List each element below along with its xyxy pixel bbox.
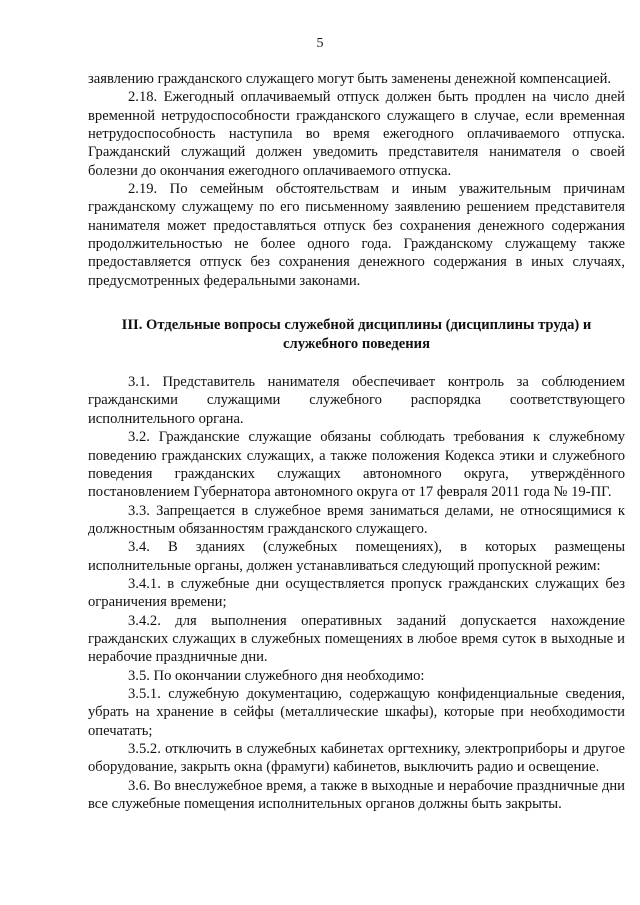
paragraph-3-6: 3.6. Во внеслужебное время, а также в выходные и нерабочие праздничные дни все служебные помещения исполнительных органов должны быть закрыты. (88, 777, 625, 813)
paragraph-2-19: 2.19. По семейным обстоятельствам и иным уважительным причинам гражданскому служащему по его письменному заявлению решением представителя нанимателя может предоставляться отпуск без сохранения денежного содержания продолжительностью не более одного года. Гражданскому служащему также предоставляется отпуск без сохранения денежного содержания в иных случаях, предусмотренных федеральными законами. (88, 181, 625, 289)
paragraph-3-5: 3.5. По окончании служебного дня необходимо: (128, 667, 425, 684)
paragraph-3-5-2: 3.5.2. отключить в служебных кабинетах оргтехнику, электроприборы и другое оборудование, закрыть окна (фрамуги) кабинетов, выключить радио и освещение. (88, 741, 625, 776)
paragraph-3-4-2: 3.4.2. для выполнения оперативных заданий допускается нахождение гражданских служащих в служебных помещениях в любое время суток в выходные и нерабочие праздничные дни. (88, 612, 625, 666)
section-heading: III. Отдельные вопросы служебной дисциплины (дисциплины труда) и служебного поведения (121, 317, 592, 352)
paragraph-3-4-1: 3.4.1. в служебные дни осуществляется пропуск гражданских служащих без ограничения времени; (88, 575, 625, 611)
paragraph-3-5-1: 3.5.1. служебную документацию, содержащую конфиденциальные сведения, убрать на хранение в сейфы (металлические шкафы), которые при необходимости опечатать; (88, 685, 625, 739)
document-body (88, 70, 625, 813)
paragraph-3-3: 3.3. Запрещается в служебное время заниматься делами, не относящимися к должностным обязанностям гражданского служащего. (88, 502, 625, 537)
page-number: 5 (316, 36, 324, 51)
paragraph-3-2: 3.2. Гражданские служащие обязаны соблюдать требования к служебному поведению гражданских служащих, а также положения Кодекса этики и служебного поведения гражданских служащих автономного округа, утверждённого постановлением Губернатора автономного округа от 17 февраля 2011 года № 19-ПГ. (88, 429, 625, 501)
paragraph-3-1: 3.1. Представитель нанимателя обеспечивает контроль за соблюдением гражданскими служащими служебного распорядка соответствующего исполнительного органа. (88, 374, 625, 427)
paragraph-2-18: 2.18. Ежегодный оплачиваемый отпуск должен быть продлен на число дней временной нетрудоспособности гражданского служащего в случае, если временная нетрудоспособность наступила во время ежегодного оплачиваемого отпуска. Гражданский служащий должен уведомить представителя нанимателя о своей болезни до окончания ежегодного оплачиваемого отпуска. (88, 89, 625, 179)
paragraph-continuation: заявлению гражданского служащего могут быть заменены денежной компенсацией. (88, 71, 612, 87)
paragraph-3-4: 3.4. В зданиях (служебных помещениях), в которых размещены исполнительные органы, должен устанавливаться следующий пропускной режим: (88, 539, 625, 574)
